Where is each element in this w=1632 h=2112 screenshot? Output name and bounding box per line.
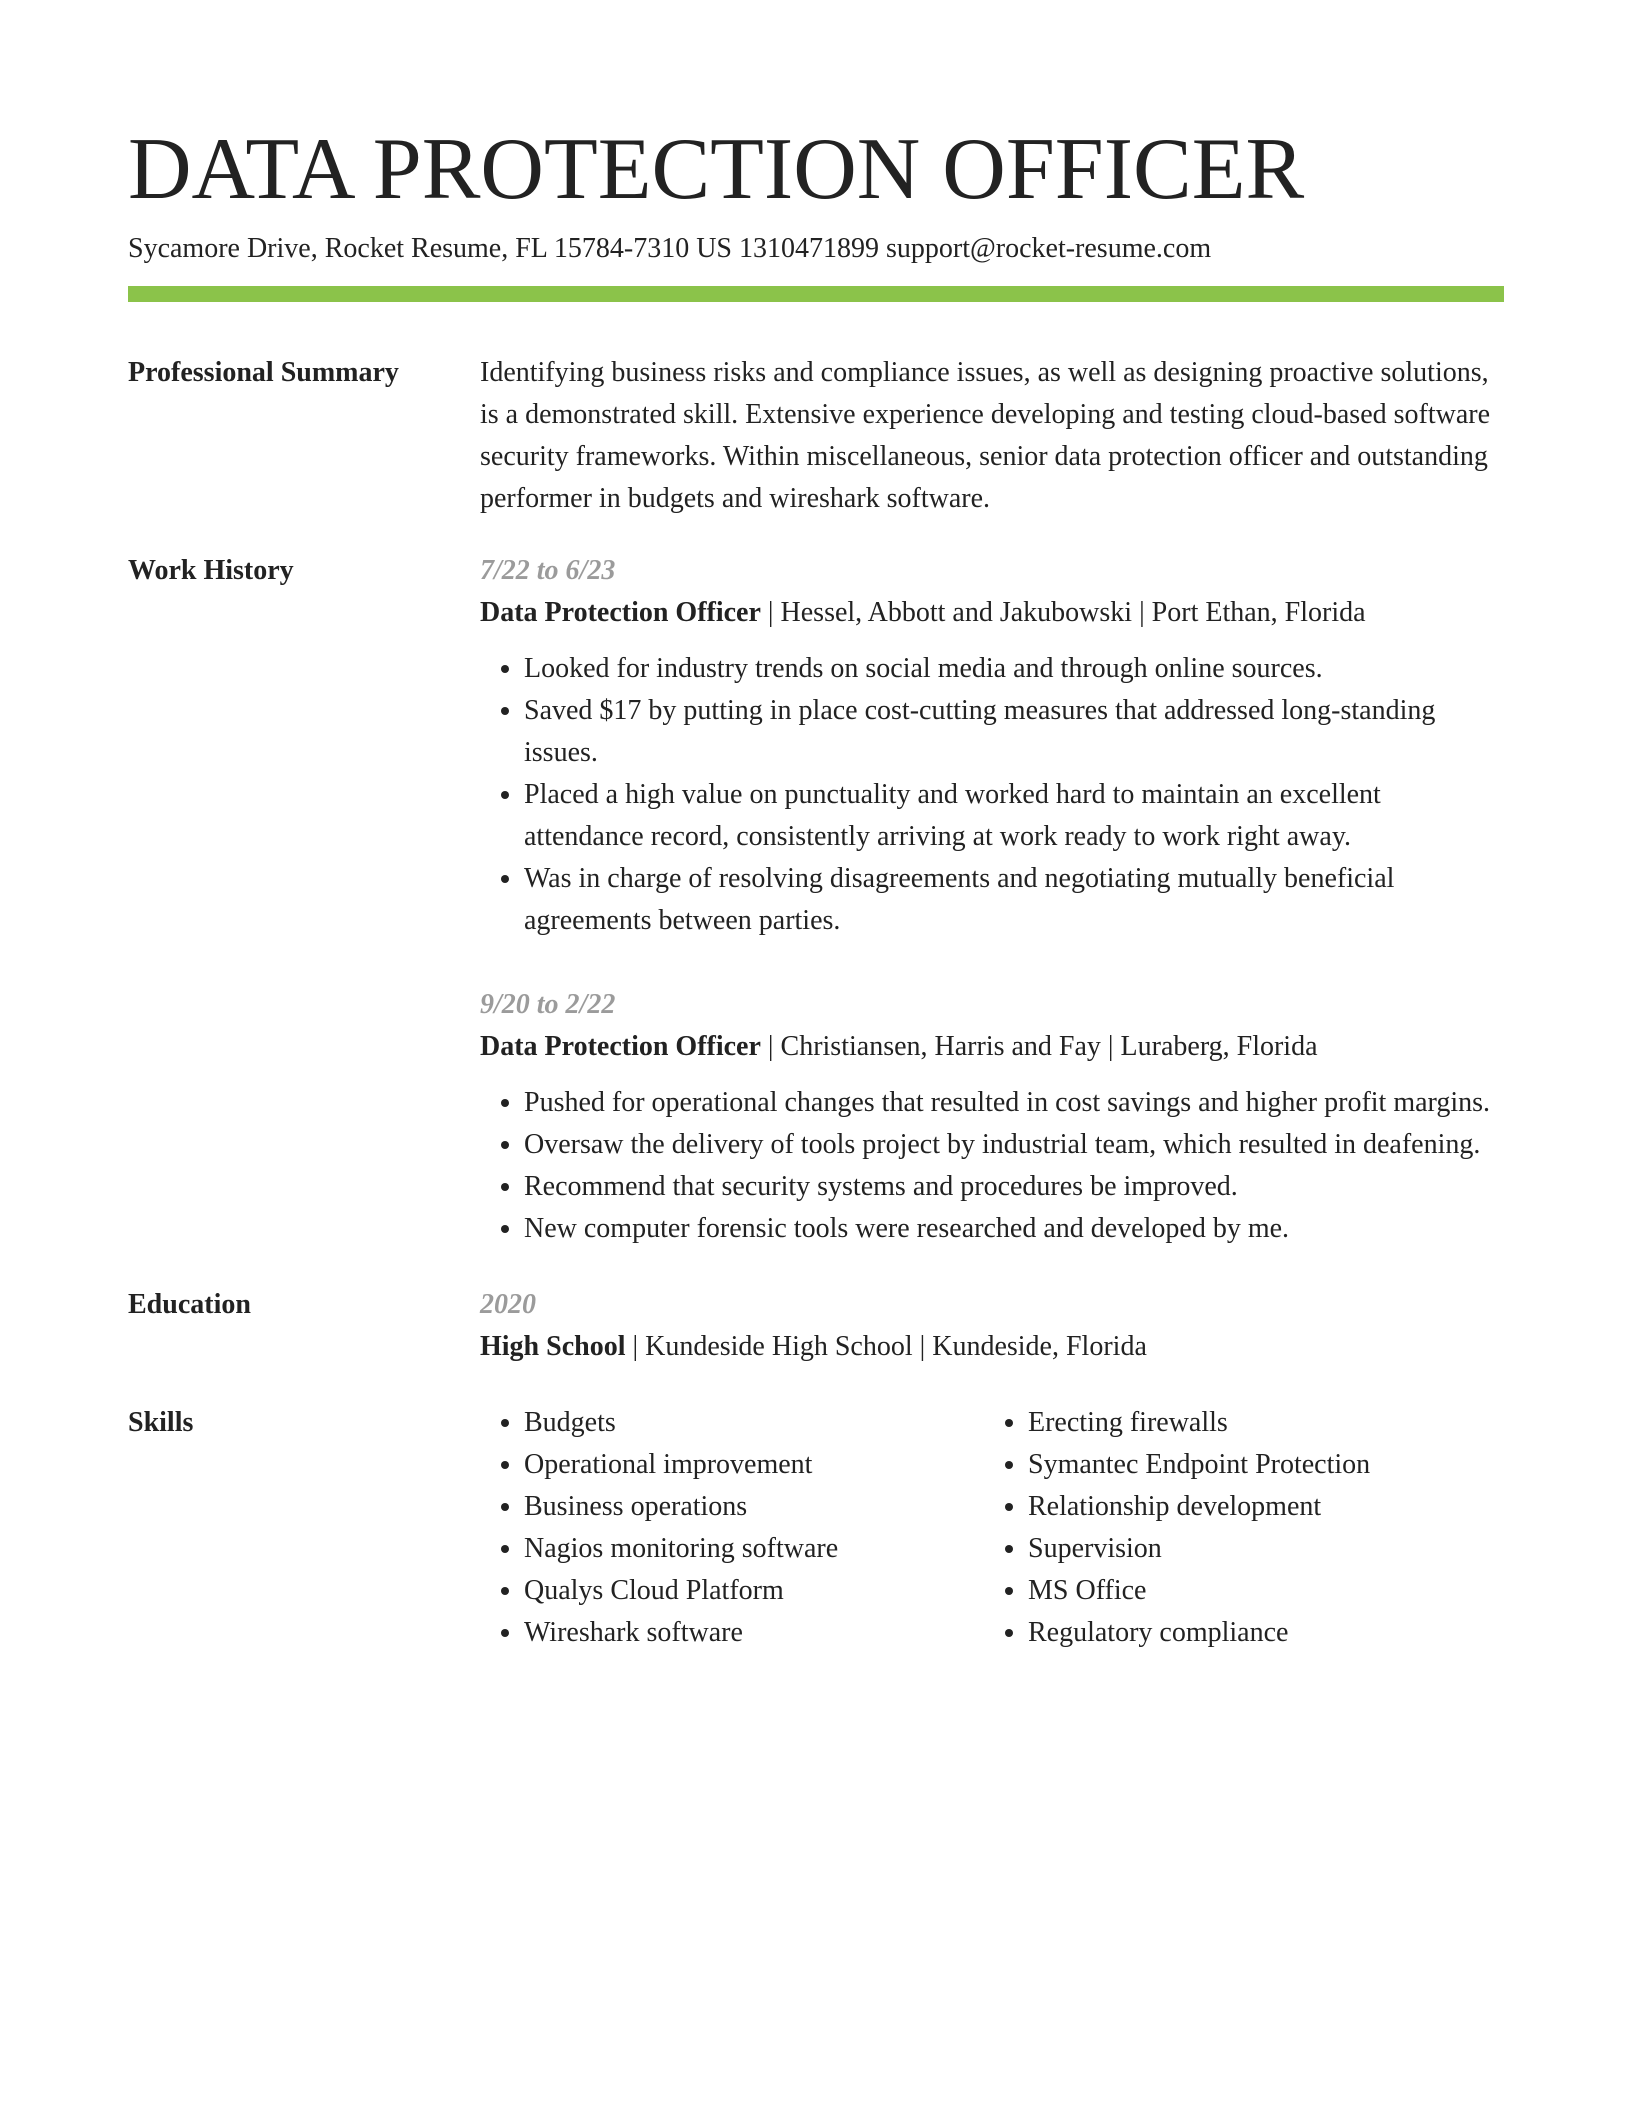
- resume-title: DATA PROTECTION OFFICER: [128, 121, 1305, 218]
- list-item: • Pushed for operational changes that resulted in cost savings and higher profit margins.: [524, 1082, 1504, 1124]
- list-item: • Looked for industry trends on social media and through online sources.: [524, 648, 1504, 690]
- education-body: [480, 1284, 1504, 1368]
- list-item: • Operational improvement: [524, 1444, 984, 1486]
- list-item: • Budgets: [524, 1402, 984, 1444]
- skills-heading: Skills: [128, 1407, 194, 1438]
- job-location: Port Ethan, Florida: [1151, 597, 1366, 628]
- list-item: • Qualys Cloud Platform: [524, 1570, 984, 1612]
- job-bullets: [480, 648, 1504, 942]
- education-heading: Education: [128, 1289, 251, 1320]
- work-history-section: [128, 550, 1504, 1250]
- list-item: • MS Office: [1028, 1570, 1488, 1612]
- list-item: • Regulatory compliance: [1028, 1612, 1488, 1654]
- header-divider: [128, 286, 1504, 302]
- list-item: • Wireshark software: [524, 1612, 984, 1654]
- list-item: • Erecting firewalls: [1028, 1402, 1488, 1444]
- education-section: [128, 1284, 1504, 1368]
- contact-email: support@rocket-resume.com: [885, 233, 1212, 264]
- job-role: Data Protection Officer: [480, 1031, 761, 1062]
- skills-section: [128, 1402, 1504, 1654]
- list-item: • Symantec Endpoint Protection: [1028, 1444, 1488, 1486]
- resume-page: [128, 120, 1504, 1654]
- education-year: 2020: [480, 1289, 536, 1320]
- contact-phone: 1310471899: [738, 233, 879, 264]
- list-item: • Oversaw the delivery of tools project by industrial team, which resulted in deafening.: [524, 1124, 1504, 1166]
- contact-line: [128, 230, 1504, 268]
- list-item: • Placed a high value on punctuality and worked hard to maintain an excellent attendance record, consistently arriving at work ready to work right away.: [524, 774, 1504, 858]
- education-school: Kundeside High School: [645, 1331, 913, 1362]
- list-item: • Saved $17 by putting in place cost-cutting measures that addressed long-standing issues.: [524, 690, 1504, 774]
- list-item: • Relationship development: [1028, 1486, 1488, 1528]
- job-role: Data Protection Officer: [480, 597, 761, 628]
- work-history-heading: Work History: [128, 555, 294, 586]
- job-employer: Hessel, Abbott and Jakubowski: [780, 597, 1133, 628]
- education-location: Kundeside, Florida: [932, 1331, 1147, 1362]
- job-entry: [480, 550, 1504, 942]
- job-bullets: [480, 1082, 1504, 1250]
- list-item: • Recommend that security systems and procedures be improved.: [524, 1166, 1504, 1208]
- job-dates: 7/22 to 6/23: [480, 555, 616, 586]
- list-item: • Nagios monitoring software: [524, 1528, 984, 1570]
- contact-address: Sycamore Drive, Rocket Resume, FL 15784-7310 US: [128, 233, 732, 264]
- summary-heading: Professional Summary: [128, 357, 399, 388]
- list-item: • Business operations: [524, 1486, 984, 1528]
- job-employer: Christiansen, Harris and Fay: [780, 1031, 1101, 1062]
- summary-text: Identifying business risks and compliance issues, as well as designing proactive solutions, is a demonstrated skill. Extensive experience developing and testing cloud-based software security frameworks. Within miscellaneous, senior data protection officer and outstanding performer in budgets and wireshark software.: [480, 357, 1491, 514]
- list-item: • Was in charge of resolving disagreements and negotiating mutually beneficial agreements between parties.: [524, 858, 1504, 942]
- education-degree: High School: [480, 1331, 626, 1362]
- work-history-body: [480, 550, 1504, 1250]
- education-line: High School | Kundeside High School | Kundeside, Florida: [480, 1331, 1147, 1362]
- skills-list-left: [480, 1402, 984, 1654]
- job-title-line: Data Protection Officer | Christiansen, Harris and Fay | Luraberg, Florida: [480, 1031, 1318, 1062]
- job-entry: [480, 984, 1504, 1250]
- list-item: • Supervision: [1028, 1528, 1488, 1570]
- skills-list-right: [984, 1402, 1488, 1654]
- job-dates: 9/20 to 2/22: [480, 989, 616, 1020]
- job-location: Luraberg, Florida: [1120, 1031, 1318, 1062]
- skills-body: [480, 1402, 1504, 1654]
- job-title-line: Data Protection Officer | Hessel, Abbott and Jakubowski | Port Ethan, Florida: [480, 597, 1366, 628]
- list-item: • New computer forensic tools were researched and developed by me.: [524, 1208, 1504, 1250]
- summary-section: [128, 352, 1504, 520]
